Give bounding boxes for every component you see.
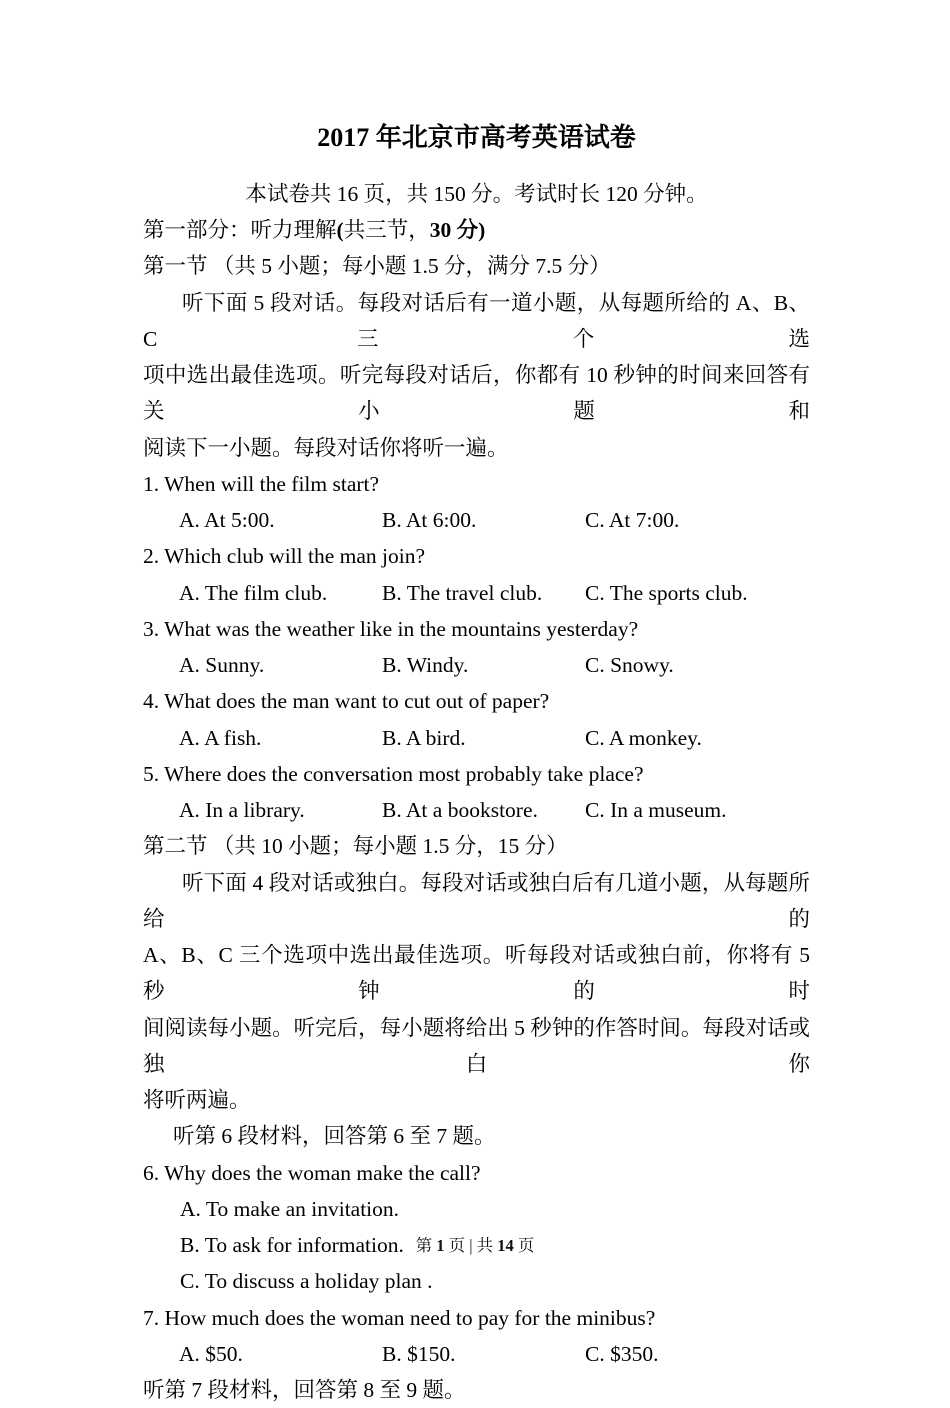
paragraph-line: 项中选出最佳选项。听完每段对话后，你都有 10 秒钟的时间来回答有关小题和 [143,363,810,424]
options-row [143,502,810,538]
document-subtitle: 本试卷共 16 页，共 150 分。考试时长 120 分钟。 [245,182,708,206]
paragraph-line: 听下面 5 段对话。每段对话后有一道小题，从每题所给的 A、B、C 三个选 [143,290,810,351]
option-item: C. A monkey. [585,725,702,750]
text-segment: 1 [436,1236,445,1255]
section-subheading: 第二节 （共 10 小题；每小题 1.5 分，15 分） [143,834,568,859]
option-item: A. To make an invitation. [180,1196,400,1221]
option-item: B. Windy. [382,653,469,677]
option-item: A. The film club. [179,580,328,605]
option-item: A. $50. [179,1341,243,1366]
option-item: C. Snowy. [585,653,674,677]
paragraph-line: 听下面 4 段对话或独白。每段对话或独白后有几道小题，从每题所给的 [143,870,810,931]
options-row [143,720,810,756]
option-item: C. $350. [585,1341,659,1366]
option-item: A. At 5:00. [179,508,275,532]
option-item: B. The travel club. [382,580,543,605]
material-note: 听第 7 段材料，回答第 8 至 9 题。 [143,1378,466,1402]
document-content [143,0,810,1408]
section-heading [143,212,810,248]
question-text: 5. Where does the conversation most probably take place? [143,761,644,786]
option-item: B. To ask for information. [180,1233,404,1257]
paragraph-line: 将听两遍。 [143,1088,251,1112]
option-item: A. A fish. [179,725,262,750]
options-row [143,575,810,611]
options-row [143,1336,810,1372]
text-segment: 页 [513,1236,535,1255]
page-footer [0,1234,950,1258]
question-text: 3. What was the weather like in the mountains yesterday? [143,616,639,641]
option-item: B. At 6:00. [382,508,477,532]
text-segment: ( [336,218,344,242]
text-segment: 第 [415,1236,437,1255]
option-item: C. At 7:00. [585,508,680,532]
paragraph-line: A、B、C 三个选项中选出最佳选项。听每段对话或独白前，你将有 5 秒钟的时 [143,943,810,1004]
option-item: B. A bird. [382,725,466,750]
option-item: B. $150. [382,1341,456,1366]
paragraph-line: 阅读下一小题。每段对话你将听一遍。 [143,435,509,460]
option-item: C. To discuss a holiday plan . [180,1269,433,1294]
option-item: B. At a bookstore. [382,798,538,822]
question-text: 6. Why does the woman make the call? [143,1160,481,1185]
text-segment: 30 分) [429,218,486,242]
options-row [143,792,810,828]
option-item: A. Sunny. [179,653,265,677]
option-item: C. The sports club. [585,580,748,605]
question-text: 7. How much does the woman need to pay for the minibus? [143,1305,656,1330]
text-segment: 共三节， [343,218,430,242]
question-text: 4. What does the man want to cut out of paper? [143,689,550,714]
text-segment: 页 | 共 [444,1236,498,1255]
option-item: C. In a museum. [585,798,727,822]
document-title: 2017 年北京市高考英语试卷 [317,123,636,152]
question-text: 1. When will the film start? [143,471,380,496]
question-text: 2. Which club will the man join? [143,544,426,569]
document-body [143,212,810,1408]
text-segment: 14 [497,1236,514,1255]
option-item: A. In a library. [179,798,305,822]
paragraph-line: 间阅读每小题。听完后，每小题将给出 5 秒钟的作答时间。每段对话或独白你 [143,1015,810,1076]
material-note: 听第 6 段材料，回答第 6 至 7 题。 [173,1124,496,1149]
section-subheading: 第一节 （共 5 小题；每小题 1.5 分，满分 7.5 分） [143,254,611,279]
options-row [143,647,810,683]
text-segment: 第一部分：听力理解 [143,218,337,242]
